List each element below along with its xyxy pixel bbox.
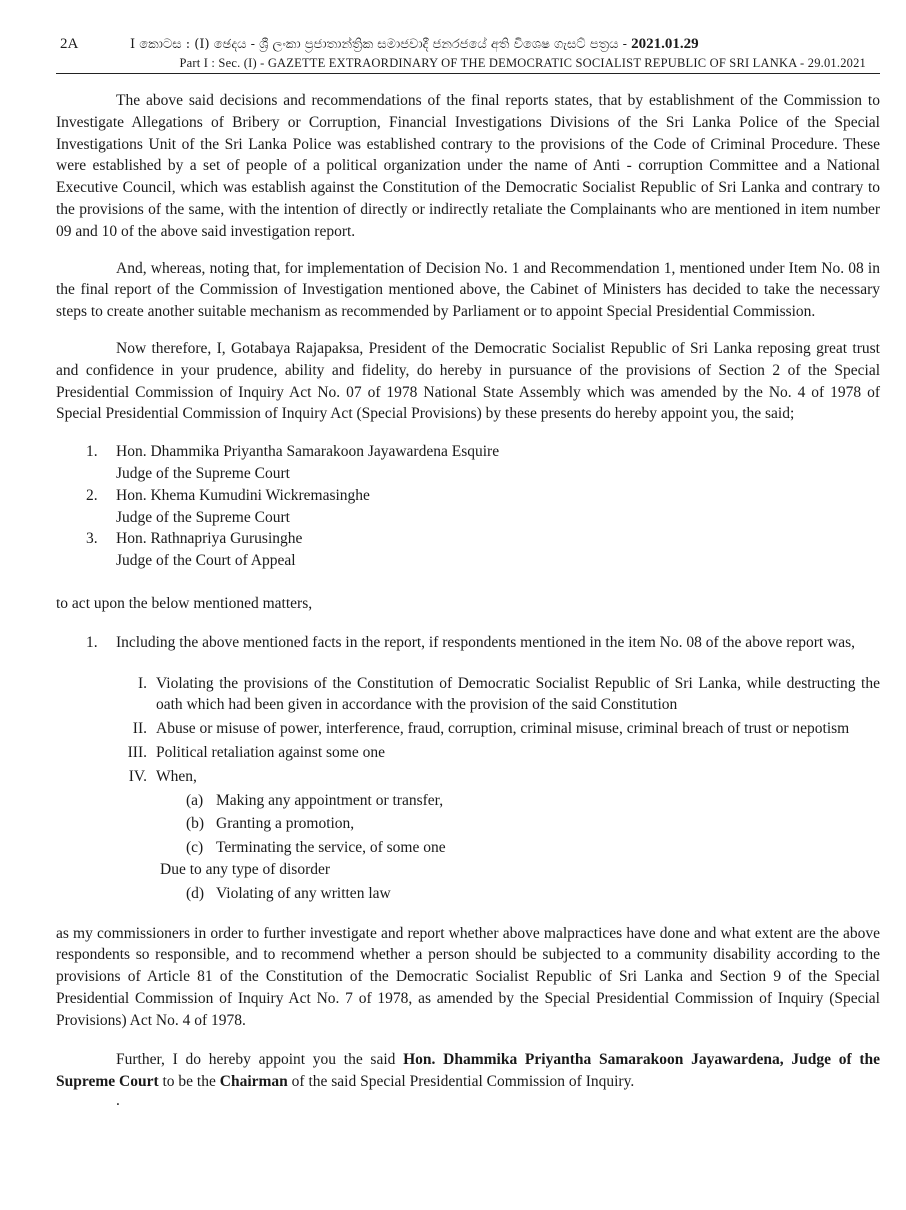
matter-text: Including the above mentioned facts in the report, if respondents mentioned in the item No. 08 of the above report was, <box>116 633 856 651</box>
paragraph-commissioners: as my commissioners in order to further investigate and report whether above malpractices have done and what extent are the above respondents so responsible, and to recommend whether a person should be subjected to a community disability according to the provisions of Article 81 of the Constitution of the Democratic Socialist Republic of Sri Lanka and Section 9 of the Special Presidential Commission of Inquiry Act No. 7 of 1978, as amended by the Special Presidential Commission of Inquiry (Special Provisions) Act No. 4 of 1978. <box>56 924 880 1029</box>
matter-item <box>56 632 880 654</box>
roman-text: Violating the provisions of the Constitution of Democratic Socialist Republic of Sri Lanka, while destructing the oath which had been given in accordance with the provision of the said Constitution <box>156 674 880 714</box>
chairman-text-mid: to be the <box>158 1073 220 1091</box>
due-line: Due to any type of disorder <box>160 860 331 878</box>
sub-item <box>56 790 880 812</box>
sub-item <box>56 883 880 905</box>
appointee-item <box>56 485 880 529</box>
roman-number: II. <box>132 720 147 738</box>
sub-text: Terminating the service, of some one <box>216 839 446 857</box>
appointee-title: Judge of the Supreme Court <box>116 464 290 482</box>
appointee-name: Hon. Khema Kumudini Wickremasinghe <box>116 486 370 504</box>
sub-number: (c) <box>186 839 204 857</box>
appointee-item <box>56 528 880 572</box>
chairman-name: Hon. Dhammika Priyantha Samarakoon Jayawardena, Judge of the Supreme Court <box>56 1051 880 1091</box>
appointee-item <box>56 441 880 485</box>
paragraph-to-act: to act upon the below mentioned matters, <box>56 594 313 612</box>
gazette-page <box>56 36 880 1109</box>
appointee-name: Hon. Rathnapriya Gurusinghe <box>116 530 303 548</box>
document-body <box>56 90 880 1109</box>
paragraph-decisions: The above said decisions and recommendations of the final reports states, that by establishment of the Commission to Investigate Allegations of Bribery or Corruption, Financial Investigations Divisions of the Sri Lanka Police of the Special Investigations Unit of the Sri Lanka Police was established contrary to the provisions of the Code of Criminal Procedure. These were established by a set of people of a political organization under the name of Anti - corruption Committee and a National Executive Council, which was establish against the Constitution of the Democratic Socialist Republic of Sri Lanka and contrary to the provisions of the same, with the intention of directly or indirectly retaliate the Complainants who are mentioned in item number 09 and 10 of the above said investigation report. <box>56 92 880 240</box>
sub-number: (a) <box>186 791 204 809</box>
appointee-title: Judge of the Supreme Court <box>116 508 290 526</box>
sub-number: (b) <box>186 815 205 833</box>
sub-item <box>56 837 880 859</box>
sub-text: Violating of any written law <box>216 884 391 902</box>
page-number: 2A <box>60 36 79 52</box>
chairman-role: Chairman <box>219 1073 288 1091</box>
appointee-name: Hon. Dhammika Priyantha Samarakoon Jayawardena Esquire <box>116 443 500 461</box>
roman-list <box>56 673 880 905</box>
roman-number: III. <box>127 743 147 761</box>
sinhala-title <box>130 36 699 53</box>
roman-number: I. <box>137 674 147 692</box>
chairman-text-start: Further, I do hereby appoint you the said <box>116 1051 404 1069</box>
appointee-title: Judge of the Court of Appeal <box>116 552 296 570</box>
sub-text: Granting a promotion, <box>216 815 355 833</box>
appointee-number: 2. <box>86 486 98 504</box>
sub-item <box>56 813 880 835</box>
roman-item <box>56 673 880 717</box>
chairman-text-end: of the said Special Presidential Commission of Inquiry. <box>287 1073 635 1091</box>
roman-text: Abuse or misuse of power, interference, fraud, corruption, criminal misuse, criminal breach of trust or nepotism <box>156 720 850 738</box>
header-sinhala-line <box>56 36 880 56</box>
appointee-list <box>56 441 880 572</box>
sub-number: (d) <box>186 884 205 902</box>
paragraph-appointment: Now therefore, I, Gotabaya Rajapaksa, President of the Democratic Socialist Republic of Sri Lanka reposing great trust and confidence in your prudence, ability and fidelity, do hereby in pursuance of the provisions of Section 2 of the Special Presidential Commission of Inquiry Act No. 07 of 1978 National State Assembly which was amended by the No. 4 of 1978 of Special Presidential Commission of Inquiry Act (Special Provisions) by these presents do hereby appoint you, the said; <box>56 339 880 423</box>
roman-item <box>56 718 880 740</box>
roman-number: IV. <box>128 767 147 785</box>
sinhala-title-text: I කොටස : (I) ඡෙදය - ශ්‍රී ලංකා ප්‍රජාතාන්ත්‍රික සමාජවාදී ජනරජයේ අති විශෙෂ ගැසට් පත්‍රය - <box>130 37 628 52</box>
sub-text: Making any appointment or transfer, <box>216 791 444 809</box>
roman-text: Political retaliation against some one <box>156 743 385 761</box>
paragraph-whereas: And, whereas, noting that, for implementation of Decision No. 1 and Recommendation 1, mentioned under Item No. 08 in the final report of the Commission of Investigation mentioned above, the Cabinet of Ministers has decided to take the necessary steps to create another suitable mechanism as recommended by Parliament or to appoint Special Presidential Commission. <box>56 259 880 321</box>
appointee-number: 3. <box>86 530 98 548</box>
roman-item <box>56 742 880 764</box>
header-english-line: Part I : Sec. (I) - GAZETTE EXTRAORDINARY OF THE DEMOCRATIC SOCIALIST REPUBLIC OF SRI LANKA - 29.01.2021 <box>56 56 880 74</box>
roman-text: When, <box>156 767 197 785</box>
paragraph-chairman <box>56 1049 880 1093</box>
roman-item <box>56 766 880 788</box>
matter-number: 1. <box>86 633 98 651</box>
trailing-dot: . <box>116 1092 120 1110</box>
sinhala-date: 2021.01.29 <box>631 36 699 52</box>
appointee-number: 1. <box>86 443 98 461</box>
